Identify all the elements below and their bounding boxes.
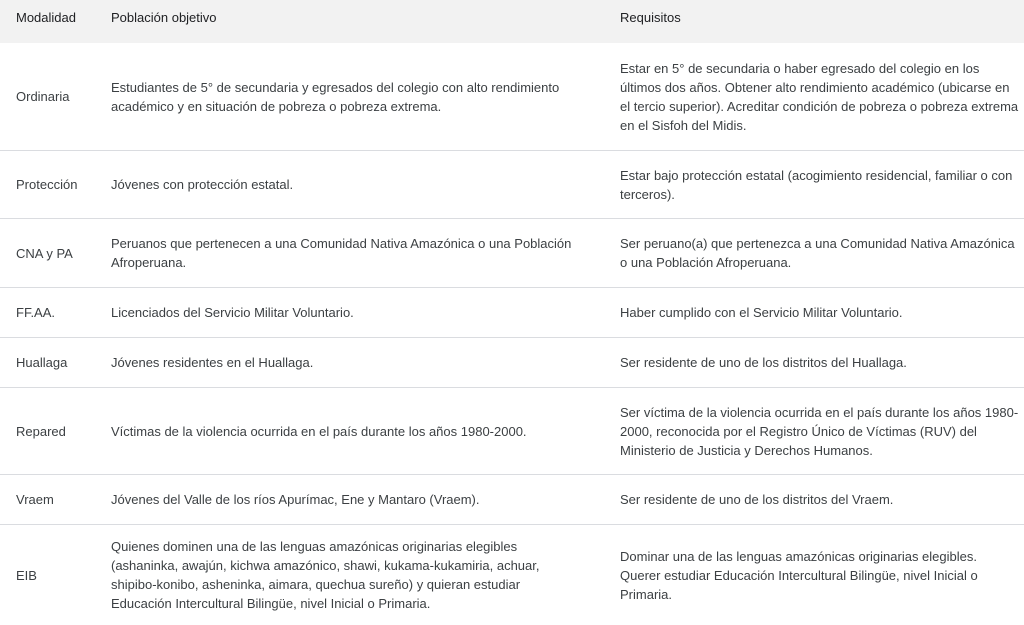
cell-poblacion <box>111 288 591 337</box>
poblacion-text: Jóvenes del Valle de los ríos Apurímac, Ene y Mantaro (Vraem). <box>111 492 480 507</box>
cell-modalidad <box>16 151 106 218</box>
cell-modalidad <box>16 525 106 625</box>
cell-modalidad <box>16 475 106 524</box>
header-poblacion-objetivo: Población objetivo <box>111 10 217 25</box>
table-row <box>0 475 1024 525</box>
requisitos-text: Ser residente de uno de los distritos del Vraem. <box>620 492 894 507</box>
cell-requisitos <box>620 525 1000 625</box>
modalidad-text: Repared <box>16 423 66 439</box>
cell-poblacion <box>111 525 581 625</box>
header-requisitos: Requisitos <box>620 10 681 25</box>
requisitos-text: Ser peruano(a) que pertenezca a una Comunidad Nativa Amazónica o una Población Afroperuana. <box>620 236 1015 270</box>
cell-poblacion <box>111 388 591 474</box>
table-row <box>0 43 1024 151</box>
requisitos-text: Ser residente de uno de los distritos del Huallaga. <box>620 355 907 370</box>
cell-poblacion <box>111 475 591 524</box>
poblacion-text: Peruanos que pertenecen a una Comunidad Nativa Amazónica o una Población Afroperuana. <box>111 236 572 270</box>
poblacion-text: Quienes dominen una de las lenguas amazónicas originarias elegibles (ashaninka, awajún, kichwa amazónico, shawi, kukama-kukamiria, achuar, shipibo-konibo, asheninka, aimara, quechua sureño) y quieran estudiar Educación Intercultural Bilingüe, nivel Inicial o Primaria. <box>111 539 540 611</box>
modalidad-text: Huallaga <box>16 355 68 370</box>
requisitos-text: Haber cumplido con el Servicio Militar Voluntario. <box>620 305 903 320</box>
cell-requisitos <box>620 219 1020 287</box>
table-header <box>0 0 1024 44</box>
table-row <box>0 219 1024 288</box>
table-row <box>0 338 1024 388</box>
cell-requisitos <box>620 388 1024 474</box>
cell-requisitos <box>620 151 1020 218</box>
requisitos-text: Estar bajo protección estatal (acogimiento residencial, familiar o con terceros). <box>620 167 1013 202</box>
cell-modalidad <box>16 288 106 337</box>
cell-requisitos <box>620 288 1020 337</box>
modalidad-text: Protección <box>16 177 78 192</box>
poblacion-text: Jóvenes con protección estatal. <box>111 177 294 192</box>
requisitos-text: Estar en 5° de secundaria o haber egresado del colegio en los últimos dos años. Obtener alto rendimiento académico (ubicarse en el tercio superior). Acreditar condición de pobreza o pobreza extrema en el Sisfoh del Midis. <box>620 60 1019 133</box>
modalidad-text: EIB <box>16 567 37 583</box>
poblacion-text: Víctimas de la violencia ocurrida en el país durante los años 1980-2000. <box>111 423 527 439</box>
requisitos-text: Dominar una de las lenguas amazónicas originarias elegibles. Querer estudiar Educación Intercultural Bilingüe, nivel Inicial o Primaria. <box>620 548 978 602</box>
cell-requisitos <box>620 338 1020 387</box>
header-modalidad: Modalidad <box>16 10 76 25</box>
cell-modalidad <box>16 388 106 474</box>
cell-requisitos <box>620 475 1020 524</box>
cell-modalidad <box>16 43 106 150</box>
cell-modalidad <box>16 219 106 287</box>
table-row <box>0 151 1024 219</box>
cell-poblacion <box>111 151 591 218</box>
modalidad-text: CNA y PA <box>16 245 73 261</box>
table-row <box>0 288 1024 338</box>
modalidad-text: Vraem <box>16 492 54 507</box>
cell-poblacion <box>111 43 591 150</box>
table-row <box>0 525 1024 625</box>
requisitos-text: Ser víctima de la violencia ocurrida en el país durante los años 1980-2000, reconocida por el Registro Único de Víctimas (RUV) del Ministerio de Justicia y Derechos Humanos. <box>620 404 1019 458</box>
cell-requisitos <box>620 43 1020 150</box>
cell-modalidad <box>16 338 106 387</box>
modalidad-text: Ordinaria <box>16 89 70 104</box>
cell-poblacion <box>111 338 591 387</box>
poblacion-text: Estudiantes de 5° de secundaria y egresados del colegio con alto rendimiento académico y en situación de pobreza o pobreza extrema. <box>111 79 560 114</box>
poblacion-text: Licenciados del Servicio Militar Voluntario. <box>111 305 354 320</box>
modalidad-text: FF.AA. <box>16 305 56 320</box>
table-row <box>0 388 1024 475</box>
poblacion-text: Jóvenes residentes en el Huallaga. <box>111 355 314 370</box>
cell-poblacion <box>111 219 591 287</box>
